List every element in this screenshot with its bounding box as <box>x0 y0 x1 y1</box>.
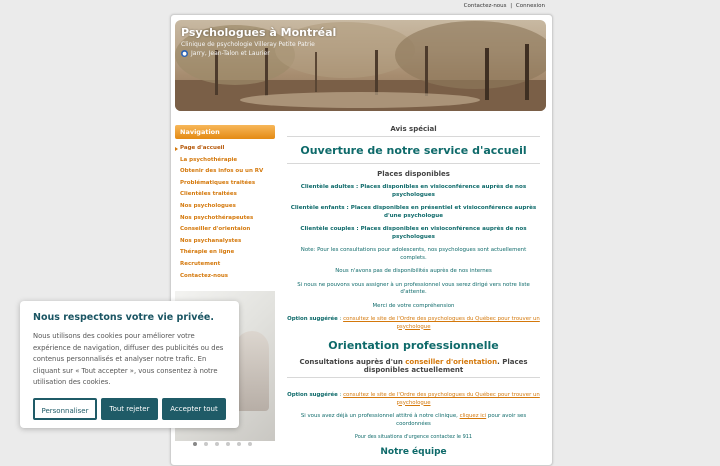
slider-dot[interactable] <box>237 442 241 446</box>
assigner-text: Si nous ne pouvons vous assigner à un professionnel vous serez dirigé vers notre liste d'attente. <box>297 281 530 295</box>
location-text: Jarry, Jean-Talon et Laurier <box>191 50 270 57</box>
equipe-heading: Notre équipe <box>380 446 447 457</box>
reject-all-button[interactable]: Tout rejeter <box>101 398 158 420</box>
consult-post: . Places disponibles actuellement <box>363 358 528 374</box>
cookie-text: Nous utilisons des cookies pour améliorer votre expérience de navigation, diffuser des publicités ou des contenus personnalisés et analyser notre trafic. En cliquant sur « Tout accepter », vous consentez à notre utilisation des cookies. <box>33 332 224 387</box>
nav-item-infos-rv[interactable]: Obtenir des infos ou un RV <box>180 168 264 175</box>
deja-pre: Si vous avez déjà un professionnel attitré à notre clinique, <box>300 413 458 419</box>
header-banner <box>175 20 546 111</box>
nav-item-problematiques[interactable]: Problématiques traitées <box>180 179 256 186</box>
avis-heading: Avis spécial <box>287 125 540 137</box>
slider-dot[interactable] <box>248 442 252 446</box>
nav-list <box>175 143 275 282</box>
adultes-text: Clientèle adultes : Places disponibles en visioconférence auprès de nos psychologues <box>300 184 527 198</box>
top-links <box>464 3 545 9</box>
cliquez-ici-link[interactable]: cliquez ici <box>459 413 487 419</box>
nav-item-recrutement[interactable]: Recrutement <box>180 260 221 267</box>
orientation-heading: Orientation professionnelle <box>328 339 499 352</box>
nav-item-psychotherapeutes[interactable]: Nos psychothérapeutes <box>180 214 254 221</box>
slider-dot[interactable] <box>204 442 208 446</box>
nav-heading: Navigation <box>175 125 275 139</box>
option-line: Option suggérée : consultez le site de l'Ordre des psychologues du Québec pour trouver un psychologue <box>287 316 540 330</box>
nav-item-conseiller[interactable]: Conseiller d'orientaion <box>180 226 251 233</box>
accept-all-button[interactable]: Accepter tout <box>162 398 226 420</box>
deja-post: pour avoir ses coordonnées <box>396 413 527 427</box>
option-line-2: Option suggérée : consultez le site de l'Ordre des psychologues du Québec pour trouver un psychologue <box>287 392 540 406</box>
nav-item-therapie-ligne[interactable]: Thérapie en ligne <box>180 249 235 256</box>
cookie-title: Nous respectons votre vie privée. <box>33 312 214 323</box>
service-heading: Ouverture de notre service d'accueil <box>287 144 540 164</box>
places-heading: Places disponibles <box>377 170 450 178</box>
ordre-link[interactable]: consultez le site de l'Ordre des psychologues du Québec pour trouver un psychologue <box>343 316 540 330</box>
couples-text: Clientèle couples : Places disponibles en visioconférence auprès de nos psychologues <box>300 226 527 240</box>
top-links-separator: | <box>510 3 513 9</box>
option-label-2: Option suggérée <box>287 392 338 398</box>
slider-dot[interactable] <box>226 442 230 446</box>
slider-dot[interactable] <box>193 442 197 446</box>
enfants-text: Clientèle enfants : Places disponibles en présentiel et visioconférence auprès d'une psychologue <box>290 205 537 219</box>
site-subtitle: Clinique de psychologie Villeray Petite Patrie <box>181 41 315 48</box>
contact-link[interactable]: Contactez-nous <box>463 3 507 9</box>
main-content <box>287 125 540 463</box>
consult-line <box>287 358 540 378</box>
deja-line <box>287 413 540 428</box>
login-link[interactable]: Connexion <box>515 3 545 9</box>
slider-dots <box>193 442 252 446</box>
option-label: Option suggérée <box>287 316 338 322</box>
location-line <box>181 50 270 57</box>
nav-item-psychanalystes[interactable]: Nos psychanalystes <box>180 237 242 244</box>
nav-item-psychologues[interactable]: Nos psychologues <box>180 202 236 209</box>
urgence-text: Pour des situations d'urgence contactez le 911 <box>354 434 473 440</box>
nav-item-psychotherapie[interactable]: La psychothérapie <box>180 156 238 163</box>
merci-text: Merci de votre compréhension <box>372 302 455 309</box>
consult-pre: Consultations auprès d'un <box>299 358 403 366</box>
ordre-link-2[interactable]: consultez le site de l'Ordre des psychologues du Québec pour trouver un psychologue <box>343 392 540 406</box>
sidebar <box>175 125 275 282</box>
conseiller-link[interactable]: conseiller d'orientation <box>405 358 498 366</box>
slider-dot[interactable] <box>215 442 219 446</box>
slider-photo <box>235 331 269 411</box>
nav-item-contact[interactable]: Contactez-nous <box>180 272 229 279</box>
note-text: Note: Pour les consultations pour adolescents, nos psychologues sont actuellement complets. <box>300 247 527 261</box>
nav-item-accueil[interactable]: Page d'accueil <box>175 143 275 155</box>
nav-item-clienteles[interactable]: Clientèles traitées <box>180 191 237 198</box>
location-pin-icon: ● <box>182 50 187 57</box>
internes-text: Nous n'avons pas de disponibilités auprès de nos internes <box>335 268 492 274</box>
site-title[interactable]: Psychologues à Montréal <box>181 26 337 39</box>
cookie-banner <box>20 301 239 428</box>
customize-button[interactable]: Personnaliser <box>33 398 97 420</box>
